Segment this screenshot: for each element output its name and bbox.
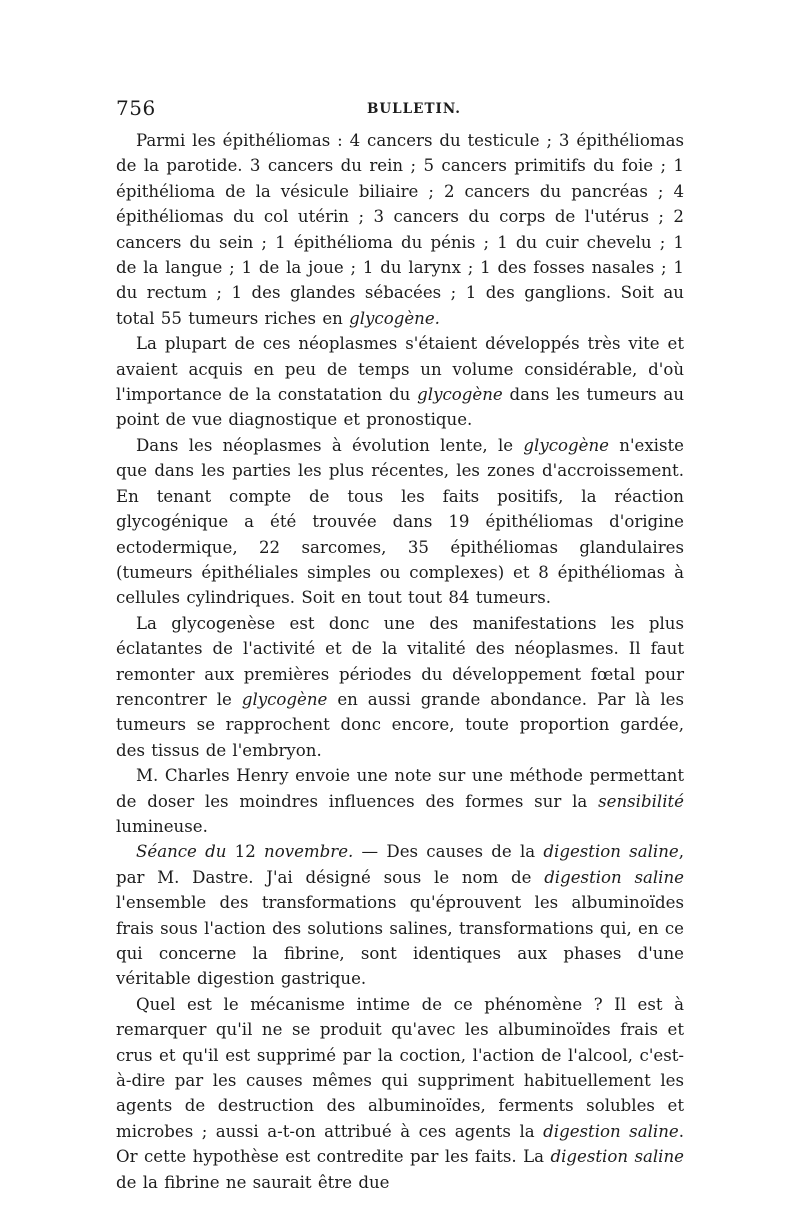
text-segment: — Des causes de la xyxy=(353,842,544,862)
text-segment: Quel est le mécanisme intime de ce phénomène ? Il est à remarquer qu'il ne se produit qu'avec les albuminoïdes frais et crus et qu'il est supprimé par la coction, l'action de l'alcool, c'est-à-dire par les causes mêmes qui suppriment habituellement les agents de destruction des albuminoïdes, ferments solubles et microbes ; aussi a-t-on attribué à ces agents la xyxy=(116,994,684,1141)
running-title: BULLETIN. xyxy=(367,101,461,117)
text-segment: , par M. Dastre. J'ai désigné sous le nom de xyxy=(116,842,684,887)
italic-text: glycogène xyxy=(417,385,503,405)
italic-text: novembre. xyxy=(264,842,354,862)
text-segment: 12 xyxy=(226,842,265,862)
text-segment: lumineuse. xyxy=(116,816,208,836)
text-segment: l'ensemble des transformations qu'éprouvent les albuminoïdes frais sous l'action des solutions salines, transformations qui, en ce qui concerne la fibrine, sont identiques aux phases d'une véritable digestion gastrique. xyxy=(116,893,684,989)
paragraph xyxy=(116,992,684,1195)
text-segment: n'existe que dans les parties les plus récentes, les zones d'accroissement. En tenant compte de tous les faits positifs, la réaction glycogénique a été trouvée dans 19 épithéliomas d'origine ectodermique, 22 sarcomes, 35 épithéliomas glandulaires (tumeurs épithéliales simples ou complexes) et 8 épithéliomas à cellules cylindriques. Soit en tout tout 84 tumeurs. xyxy=(116,435,684,608)
paragraph xyxy=(116,128,684,331)
text-segment: La plupart de ces néoplasmes s'étaient développés très vite et avaient acquis en peu de temps un volume considérable, d'où l'importance de la constatation du xyxy=(116,334,684,405)
text-segment: Parmi les épithéliomas : 4 cancers du testicule ; 3 épithéliomas de la parotide. 3 cancers du rein ; 5 cancers primitifs du foie ; 1 épithélioma de la vésicule biliaire ; 2 cancers du pancréas ; 4 épithéliomas du col utérin ; 3 cancers du corps de l'utérus ; 2 cancers du sein ; 1 épithélioma du pénis ; 1 du cuir chevelu ; 1 de la langue ; 1 de la joue ; 1 du larynx ; 1 des fosses nasales ; 1 du rectum ; 1 des glandes sébacées ; 1 des ganglions. Soit au total 55 tumeurs riches en xyxy=(116,131,684,328)
page-number: 756 xyxy=(116,96,156,120)
text-segment: dans les tumeurs au point de vue diagnostique et pronostique. xyxy=(116,385,685,430)
text-segment: M. Charles Henry envoie une note sur une méthode permettant de doser les moindres influences des formes sur la xyxy=(116,766,684,811)
text-segment: de la fibrine ne saurait être due xyxy=(116,1172,390,1192)
italic-text: digestion saline xyxy=(544,867,684,887)
paragraph xyxy=(116,331,684,433)
italic-text: glycogène xyxy=(241,689,328,709)
italic-text: sensibilité xyxy=(598,791,684,811)
italic-text: digestion saline xyxy=(550,1147,684,1167)
text-segment: . Or cette hypothèse est contredite par les faits. La xyxy=(116,1121,684,1167)
italic-text: glycogène. xyxy=(349,308,440,328)
paragraph xyxy=(116,763,684,839)
page-text xyxy=(116,128,684,1195)
paragraph xyxy=(116,433,684,611)
italic-text: Séance du xyxy=(136,842,227,862)
paragraph xyxy=(116,839,684,991)
italic-text: digestion saline xyxy=(543,1121,679,1141)
text-segment: en aussi grande abondance. Par là les tumeurs se rapprochent donc encore, toute proportion gardée, des tissus de l'embryon. xyxy=(116,689,684,760)
italic-text: digestion saline xyxy=(543,842,679,862)
text-segment: La glycogenèse est donc une des manifestations les plus éclatantes de l'activité et de la vitalité des néoplasmes. Il faut remonter aux premières périodes du développement fœtal pour rencontrer le xyxy=(116,613,684,709)
paragraph xyxy=(116,611,684,763)
italic-text: glycogène xyxy=(523,435,609,455)
text-segment: Dans les néoplasmes à évolution lente, le xyxy=(136,435,524,455)
